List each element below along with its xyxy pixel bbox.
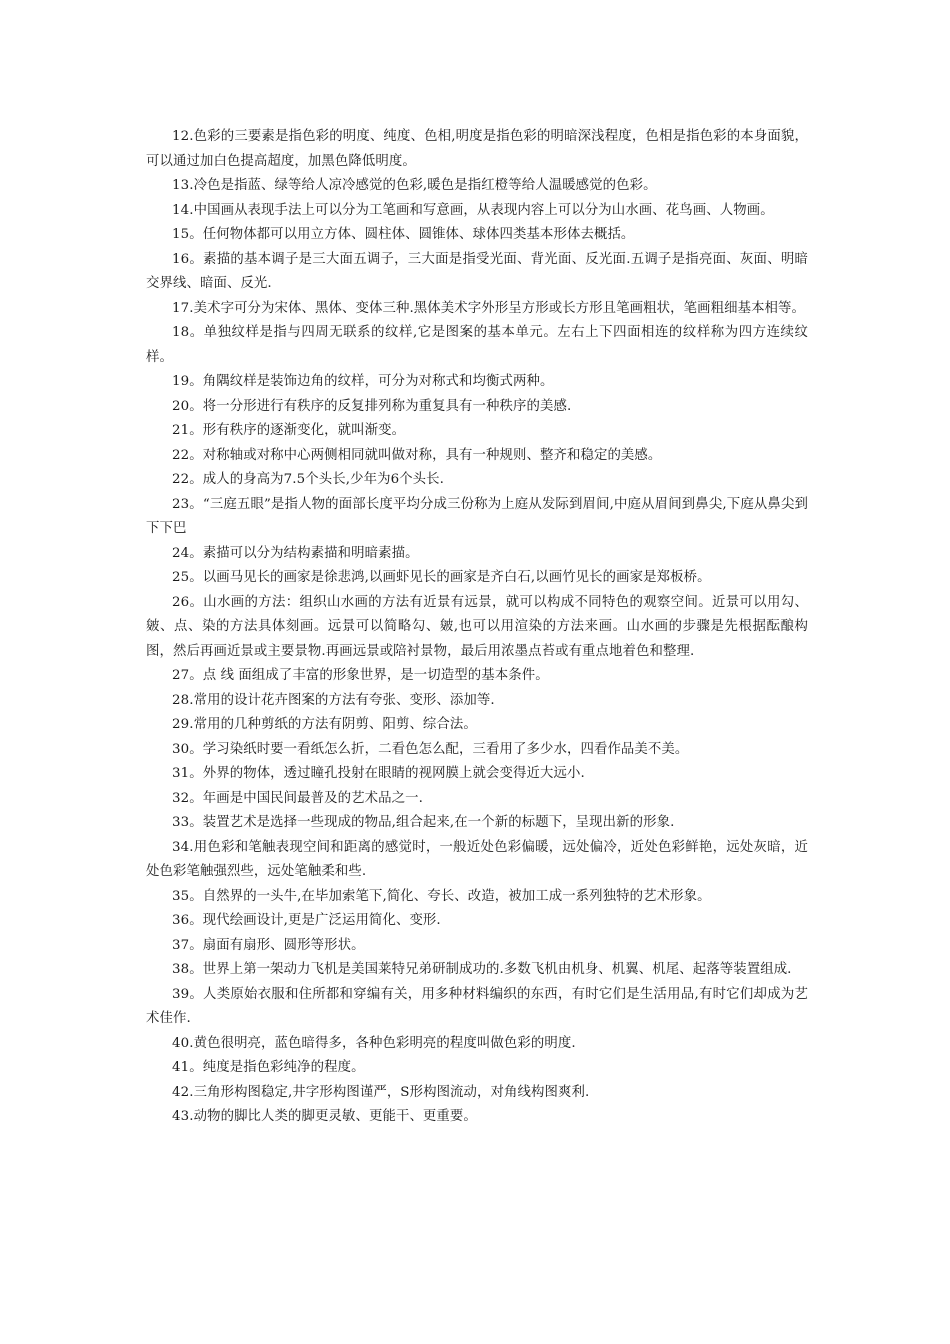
paragraph-42: 42.三角形构图稳定,井字形构图谨严，S形构图流动，对角线构图爽利. <box>172 1084 590 1100</box>
paragraph-32: 32。年画是中国民间最普及的艺术品之一. <box>172 790 423 806</box>
paragraph-21: 21。形有秩序的逐渐变化，就叫渐变。 <box>172 423 406 438</box>
paragraph-18: 18。单独纹样是指与四周无联系的纹样,它是图案的基本单元。左右上下四面相连的纹样称为四方连续纹样。 <box>146 325 808 365</box>
paragraph-24: 24。素描可以分为结构素描和明暗素描。 <box>172 545 419 561</box>
paragraph-25: 25。以画马见长的画家是徐悲鸿,以画虾见长的画家是齐白石,以画竹见长的画家是郑板桥。 <box>172 570 711 585</box>
paragraph-15: 15。任何物体都可以用立方体、圆柱体、圆锥体、球体四类基本形体去概括。 <box>172 227 635 242</box>
paragraph-23: 23。“三庭五眼”是指人物的面部长度平均分成三份称为上庭从发际到眉间,中庭从眉间到鼻尖,下庭从鼻尖到下下巴 <box>146 496 808 536</box>
paragraph-38: 38。世界上第一架动力飞机是美国莱特兄弟研制成功的.多数飞机由机身、机翼、机尾、起落等装置组成. <box>172 962 792 977</box>
document-body <box>146 125 808 1130</box>
paragraph-22b: 22。成人的身高为7.5个头长,少年为6个头长. <box>172 472 445 487</box>
paragraph-27: 27。点 线 面组成了丰富的形象世界，是一切造型的基本条件。 <box>172 668 549 683</box>
paragraph-35: 35。自然界的一头牛,在毕加索笔下,简化、夸长、改造，被加工成一系列独特的艺术形象。 <box>172 888 711 904</box>
paragraph-33: 33。装置艺术是选择一些现成的物品,组合起来,在一个新的标题下，呈现出新的形象. <box>172 815 675 830</box>
paragraph-20: 20。将一分形进行有秩序的反复排列称为重复具有一种秩序的美感. <box>172 398 572 414</box>
paragraph-26: 26。山水画的方法：组织山水画的方法有近景有远景，就可以构成不同特色的观察空间。近景可以用勾、皴、点、染的方法具体刻画。远景可以简略勾、皴,也可以用渲染的方法来画。山水画的步骤是先根据酝酿构图，然后再画近景或主要景物.再画远景或陪衬景物，最后用浓墨点苔或有重点地着色和整理. <box>146 594 808 659</box>
paragraph-36: 36。现代绘画设计,更是广泛运用简化、变形. <box>172 913 441 928</box>
paragraph-17: 17.美术字可分为宋体、黑体、变体三种.黑体美术字外形呈方形或长方形且笔画粗状，笔画粗细基本相等。 <box>172 300 806 316</box>
paragraph-29: 29.常用的几种剪纸的方法有阴剪、阳剪、综合法。 <box>172 717 477 732</box>
paragraph-13: 13.冷色是指蓝、绿等给人凉冷感觉的色彩,暖色是指红橙等给人温暖感觉的色彩。 <box>172 178 657 193</box>
paragraph-31: 31。外界的物体，透过瞳孔投射在眼睛的视网膜上就会变得近大远小. <box>172 766 585 781</box>
paragraph-34: 34.用色彩和笔触表现空间和距离的感觉时，一般近处色彩偏暖，远处偏冷，近处色彩鲜艳，远处灰暗，近处色彩笔触强烈些，远处笔触柔和些. <box>146 839 808 879</box>
paragraph-43: 43.动物的脚比人类的脚更灵敏、更能干、更重要。 <box>172 1109 477 1124</box>
paragraph-41: 41。纯度是指色彩纯净的程度。 <box>172 1060 365 1075</box>
paragraph-39: 39。人类原始衣服和住所都和穿编有关，用多种材料编织的东西，有时它们是生活用品,有时它们却成为艺术佳作. <box>146 986 808 1026</box>
paragraph-14: 14.中国画从表现手法上可以分为工笔画和写意画，从表现内容上可以分为山水画、花鸟画、人物画。 <box>172 202 774 218</box>
paragraph-40: 40.黄色很明亮，蓝色暗得多，各种色彩明亮的程度叫做色彩的明度. <box>172 1035 576 1051</box>
paragraph-30: 30。学习染纸时要一看纸怎么折，二看色怎么配，三看用了多少水，四看作品美不美。 <box>172 741 689 757</box>
paragraph-16: 16。素描的基本调子是三大面五调子，三大面是指受光面、背光面、反光面.五调子是指亮面、灰面、明暗交界线、暗面、反光. <box>146 251 808 291</box>
paragraph-12: 12.色彩的三要素是指色彩的明度、纯度、色相,明度是指色彩的明暗深浅程度，色相是指色彩的本身面貌，可以通过加白色提高超度，加黑色降低明度。 <box>146 129 808 169</box>
paragraph-19: 19。角隅纹样是装饰边角的纹样，可分为对称式和均衡式两种。 <box>172 374 554 389</box>
paragraph-22a: 22。对称轴或对称中心两侧相同就叫做对称，具有一种规则、整齐和稳定的美感。 <box>172 447 662 463</box>
paragraph-37: 37。扇面有扇形、圆形等形状。 <box>172 937 365 953</box>
paragraph-28: 28.常用的设计花卉图案的方法有夸张、变形、添加等. <box>172 692 495 708</box>
